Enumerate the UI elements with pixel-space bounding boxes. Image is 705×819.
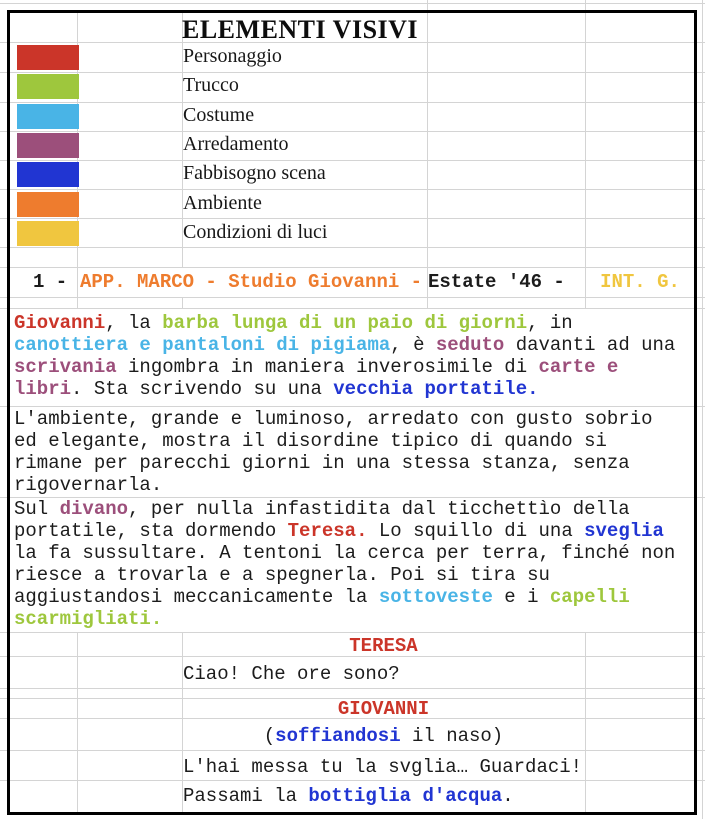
text-segment: , la	[105, 312, 163, 334]
action-paragraph	[14, 312, 675, 400]
scene-heading-segment: APP. MARCO - Studio Giovanni -	[80, 271, 434, 293]
text-segment: Lo squillo di una	[367, 520, 585, 542]
text-segment: il naso)	[400, 725, 504, 747]
text-segment: Sul	[14, 498, 60, 520]
legend-label: Personaggio	[183, 45, 282, 67]
legend-row	[0, 130, 705, 159]
text-segment: barba lunga di un paio di giorni	[162, 312, 528, 334]
script-line	[14, 378, 675, 400]
text-segment: seduto	[435, 334, 505, 356]
legend-label: Fabbisogno scena	[183, 162, 326, 185]
script-line	[14, 586, 675, 608]
text-segment: TERESA	[349, 635, 418, 657]
character-name	[182, 699, 585, 719]
script-line	[14, 430, 653, 452]
script-line	[14, 608, 675, 630]
text-segment: scrivania	[14, 356, 117, 378]
text-segment: carte e	[538, 356, 619, 378]
legend-label: Arredamento	[183, 132, 289, 155]
color-swatch	[17, 133, 79, 158]
text-segment: ingombra in maniera inverosimile di	[116, 356, 539, 378]
text-segment: portatile, sta dormendo	[14, 520, 288, 542]
legend-title: ELEMENTI VISIVI	[182, 15, 419, 44]
color-swatch	[17, 45, 79, 70]
text-segment: L'ambiente, grande e luminoso, arredato con gusto sobrio	[14, 408, 653, 430]
text-segment: divano	[59, 498, 129, 520]
text-segment: GIOVANNI	[337, 698, 430, 720]
text-segment: capelli	[549, 586, 630, 608]
color-swatch	[17, 104, 79, 129]
text-segment: L'hai messa tu la svglia… Guardaci!	[183, 756, 583, 778]
dialogue-line	[183, 757, 582, 777]
text-segment: aggiustandosi meccanicamente la	[14, 586, 379, 608]
legend-label: Trucco	[183, 74, 239, 97]
script-line	[14, 356, 675, 378]
scene-heading-segment: Estate '46 -	[428, 271, 577, 293]
scene-heading-segment: INT. G.	[600, 271, 680, 293]
legend-row	[0, 159, 705, 188]
color-swatch	[17, 162, 79, 187]
script-line	[14, 312, 675, 334]
text-segment: , è	[390, 334, 436, 356]
text-segment: sveglia	[584, 520, 664, 542]
text-segment: libri	[14, 378, 72, 400]
text-segment: Giovanni	[14, 312, 106, 334]
text-segment: . Sta scrivendo su una	[71, 378, 334, 400]
dialogue-line	[183, 664, 400, 684]
script-line	[14, 474, 653, 496]
script-line	[14, 564, 675, 586]
parenthetical	[182, 726, 585, 746]
legend-row	[0, 189, 705, 218]
text-segment: , in	[527, 312, 573, 334]
legend-row	[0, 101, 705, 130]
text-segment: e i	[492, 586, 550, 608]
scene-heading-segment: 1 -	[33, 271, 79, 293]
color-swatch	[17, 74, 79, 99]
color-swatch	[17, 192, 79, 217]
text-segment: davanti ad una	[504, 334, 676, 356]
script-line	[14, 520, 675, 542]
gridline	[0, 3, 705, 4]
color-swatch	[17, 221, 79, 246]
text-segment: , per nulla infastidita dal ticchettìo della	[128, 498, 630, 520]
text-segment: scarmigliati.	[14, 608, 163, 630]
text-segment: ed elegante, mostra il disordine tipico di quando si	[14, 430, 607, 452]
text-segment: canottiera e pantaloni di pigiama	[14, 334, 391, 356]
text-segment: Teresa.	[287, 520, 368, 542]
text-segment: rimane per parecchi giorni in una stessa stanza, senza	[14, 452, 630, 474]
dialogue-line	[183, 786, 514, 806]
text-segment: .	[502, 785, 514, 807]
script-line	[14, 334, 675, 356]
text-segment: vecchia portatile.	[333, 378, 539, 400]
text-segment: soffiandosi	[275, 725, 401, 747]
legend-label: Costume	[183, 103, 255, 126]
legend-label: Condizioni di luci	[183, 220, 328, 243]
text-segment: Ciao! Che ore sono?	[183, 663, 400, 685]
text-segment: riesce a trovarla e a spegnerla. Poi si tira su	[14, 564, 550, 586]
text-segment: (	[263, 725, 276, 747]
text-segment: la fa sussultare. A tentoni la cerca per terra, finché non	[14, 542, 676, 564]
script-line	[14, 408, 653, 430]
scene-heading-row	[0, 271, 705, 295]
text-segment: Passami la	[183, 785, 309, 807]
text-segment: rigovernarla.	[14, 474, 163, 496]
action-paragraph	[14, 408, 653, 496]
action-paragraph	[14, 498, 675, 630]
script-line	[14, 452, 653, 474]
legend-row	[0, 42, 705, 71]
character-name	[182, 636, 585, 656]
legend-row	[0, 218, 705, 247]
legend-row	[0, 71, 705, 100]
script-line	[14, 498, 675, 520]
text-segment: bottiglia d'acqua	[308, 785, 503, 807]
text-segment: sottoveste	[378, 586, 493, 608]
legend-label: Ambiente	[183, 191, 262, 214]
script-line	[14, 542, 675, 564]
